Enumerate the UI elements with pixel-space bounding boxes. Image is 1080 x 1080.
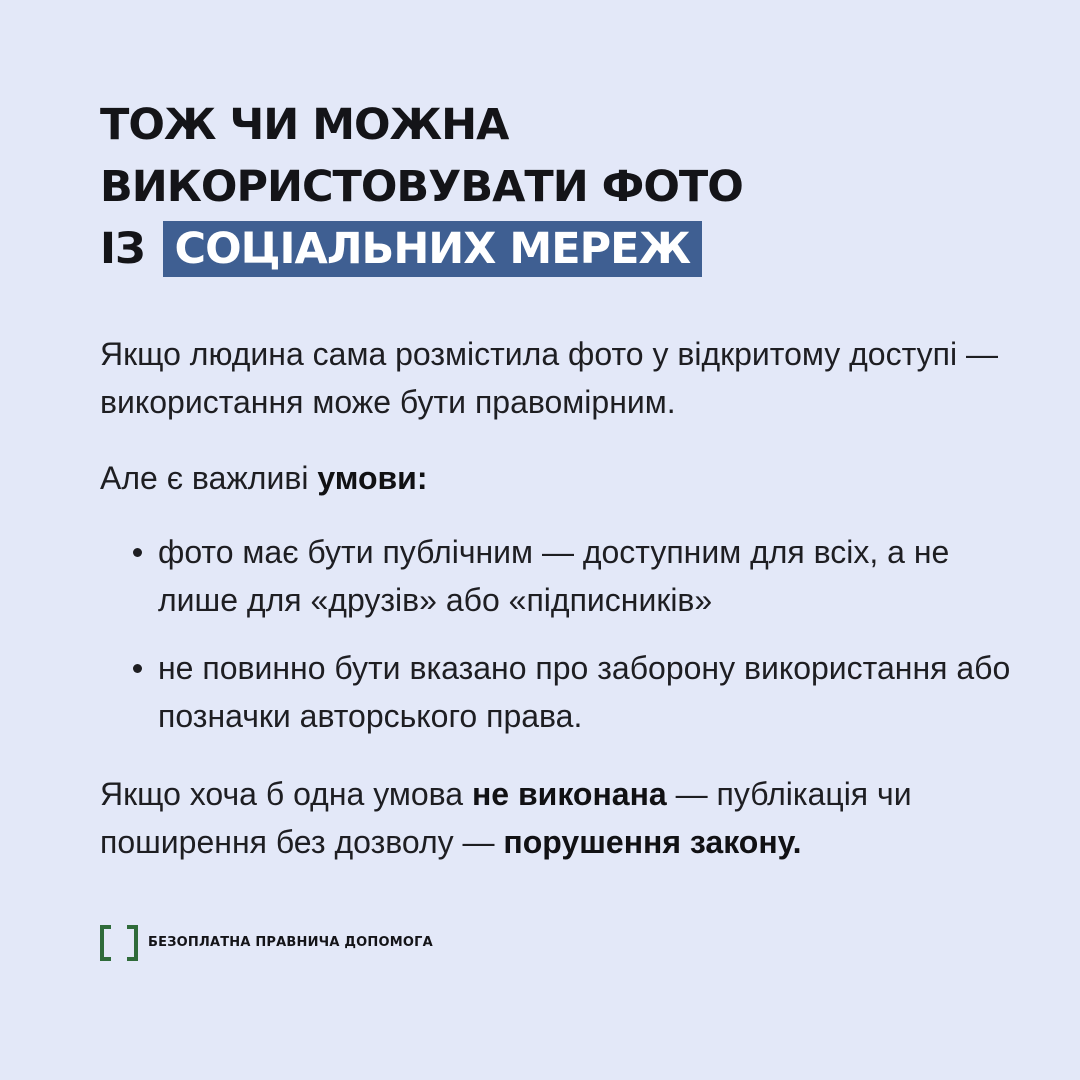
headline-prefix: ІЗ	[100, 224, 145, 274]
bullet-icon	[133, 548, 142, 557]
brand-name: БЕЗОПЛАТНА ПРАВНИЧА ДОПОМОГА	[148, 934, 433, 950]
brackets-logo-icon	[100, 925, 138, 959]
headline-line-1: ТОЖ ЧИ МОЖНА	[100, 100, 509, 150]
conditions-lead	[100, 454, 1020, 502]
condition-text: не повинно бути вказано про заборону використання або позначки авторського права.	[158, 650, 1011, 734]
conditions-lead-bold: умови:	[317, 460, 428, 496]
list-item	[100, 528, 1020, 624]
conditions-lead-text: Але є важливі	[100, 460, 318, 496]
headline-line-3	[100, 218, 743, 280]
conclusion-part-2: — публікація чи поширення без дозволу —	[100, 776, 912, 860]
condition-text: фото має бути публічним — доступним для всіх, а не лише для «друзів» або «підписників»	[158, 534, 950, 618]
left-bracket-icon	[100, 925, 111, 961]
headline-highlight: СОЦІАЛЬНИХ МЕРЕЖ	[163, 221, 703, 277]
footer-brand	[100, 925, 433, 959]
conclusion-part-1: Якщо хоча б одна умова	[100, 776, 472, 812]
headline	[100, 94, 743, 280]
headline-line-2: ВИКОРИСТОВУВАТИ ФОТО	[100, 162, 743, 212]
intro-paragraph: Якщо людина сама розмістила фото у відкритому доступі — використання може бути правомірним.	[100, 336, 998, 420]
conclusion-bold-1: не виконана	[471, 776, 667, 812]
conclusion-paragraph	[100, 770, 1020, 866]
conclusion-bold-2: порушення закону.	[503, 824, 802, 860]
bullet-icon	[133, 664, 142, 673]
conditions-list	[100, 528, 1020, 760]
right-bracket-icon	[127, 925, 138, 961]
list-item	[100, 644, 1020, 740]
